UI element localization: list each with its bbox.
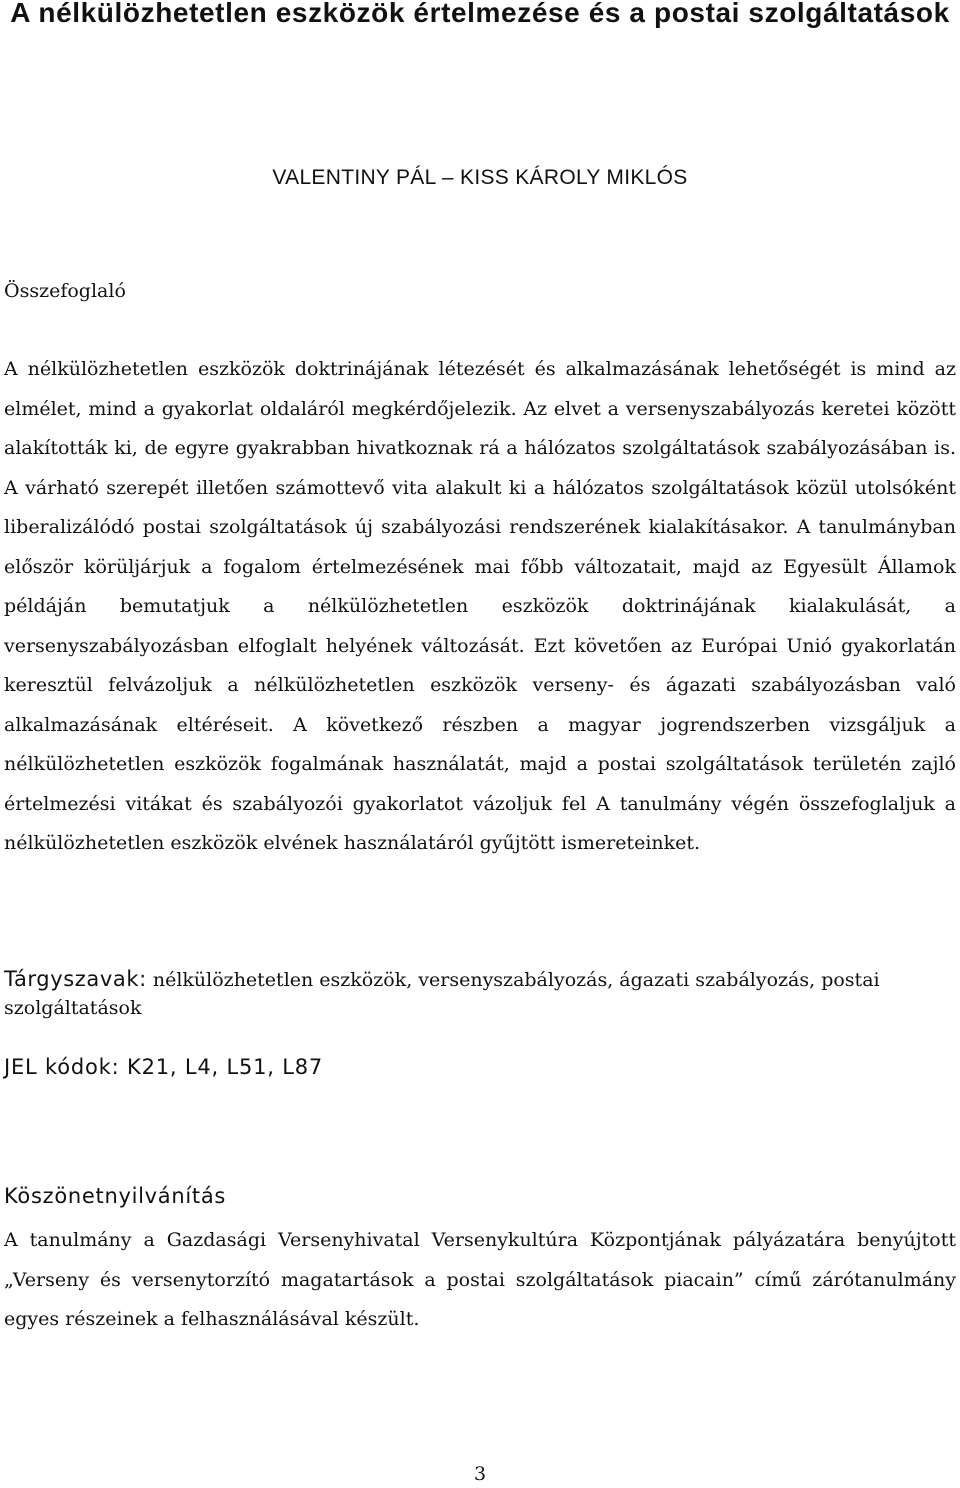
jel-label: JEL kódok: (4, 1055, 120, 1079)
paper-authors: VALENTINY PÁL – KISS KÁROLY MIKLÓS (272, 166, 688, 189)
jel-codes-line (4, 1055, 323, 1079)
acknowledgement-heading: Köszönetnyilvánítás (4, 1184, 227, 1208)
summary-heading: Összefoglaló (4, 280, 126, 302)
keywords-text: nélkülözhetetlen eszközök, versenyszabályozás, ágazati szabályozás, postai szolgáltatások (4, 969, 880, 1019)
keywords-line (4, 965, 954, 1022)
keywords-label: Tárgyszavak: (4, 967, 147, 991)
abstract-paragraph: A nélkülözhetetlen eszközök doktrinájának létezését és alkalmazásának lehetőségét is mind az elmélet, mind a gyakorlat oldaláról megkérdőjelezik. Az elvet a versenyszabályozás keretei között alakították ki, de egyre gyakrabban hivatkoznak rá a hálózatos szolgáltatások szabályozásában is. A várható szerepét illetően számottevő vita alakult ki a hálózatos szolgáltatások közül utolsóként liberalizálódó postai szolgáltatások új szabályozási rendszerének kialakításakor. A tanulmányban először körüljárjuk a fogalom értelmezésének mai főbb változatait, majd az Egyesült Államok példáján bemutatjuk a nélkülözhetetlen eszközök doktrinájának kialakulását, a versenyszabályozásban elfoglalt helyének változását. Ezt követően az Európai Unió gyakorlatán keresztül felvázoljuk a nélkülözhetetlen eszközök verseny- és ágazati szabályozásban való alkalmazásának eltéréseit. A következő részben a magyar jogrendszerben vizsgáljuk a nélkülözhetetlen eszközök fogalmának használatát, majd a postai szolgáltatások területén zajló értelmezési vitákat és szabályozói gyakorlatot vázoljuk fel A tanulmány végén összefoglaljuk a nélkülözhetetlen eszközök elvének használatáról gyűjtött ismereteinket. (4, 358, 956, 854)
paper-title: A nélkülözhetetlen eszközök értelmezése és a postai szolgáltatások (10, 0, 950, 28)
acknowledgement-paragraph: A tanulmány a Gazdasági Versenyhivatal Versenykultúra Központjának pályázatára benyújtott „Verseny és versenytorzító magatartások a postai szolgáltatások piacain” című zárótanulmány egyes részeinek a felhasználásával készült. (4, 1229, 956, 1330)
page-number: 3 (473, 1463, 487, 1485)
jel-codes: K21, L4, L51, L87 (127, 1055, 324, 1079)
